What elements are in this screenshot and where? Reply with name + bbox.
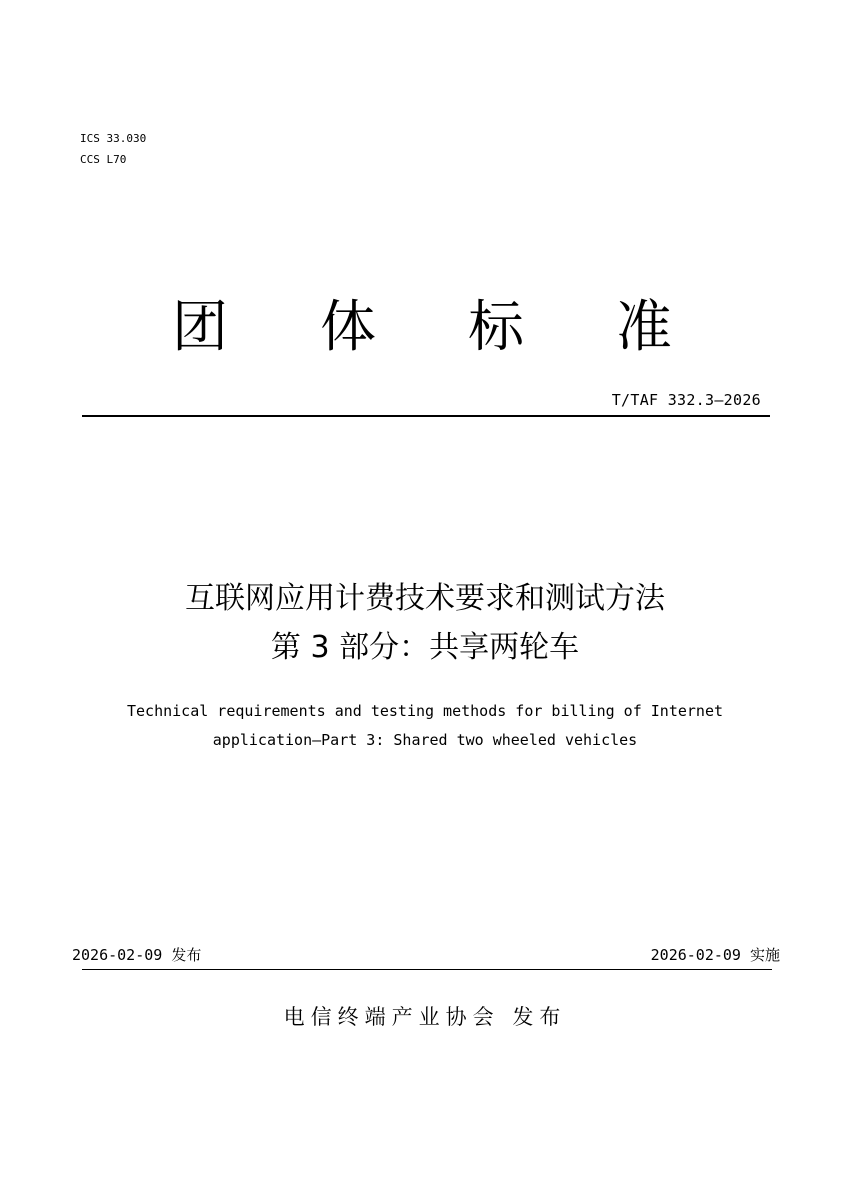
document-type-heading xyxy=(0,288,850,368)
document-type-char-1: 团 xyxy=(172,295,228,360)
ccs-code: CCS L70 xyxy=(80,153,127,166)
title-zh-line-2: 第 3 部分：共享两轮车 xyxy=(270,630,580,665)
standard-number: T/TAF 332.3—2026 xyxy=(611,391,761,409)
document-type-char-2: 体 xyxy=(320,295,376,360)
publisher: 电信终端产业协会 发布 xyxy=(283,1005,567,1029)
document-type-char-4: 准 xyxy=(616,295,672,360)
footer-divider xyxy=(82,969,772,970)
header-divider xyxy=(82,415,770,417)
title-en-line-1: Technical requirements and testing methods for billing of Internet xyxy=(126,702,724,720)
issue-date: 2026-02-09 发布 xyxy=(72,946,202,964)
ics-code: ICS 33.030 xyxy=(80,132,147,145)
document-type-char-3: 标 xyxy=(468,295,524,360)
title-en-line-2: application—Part 3: Shared two wheeled vehicles xyxy=(212,731,638,749)
implementation-date: 2026-02-09 实施 xyxy=(650,946,780,964)
classification-codes xyxy=(80,128,146,170)
title-zh-line-1: 互联网应用计费技术要求和测试方法 xyxy=(185,581,665,616)
